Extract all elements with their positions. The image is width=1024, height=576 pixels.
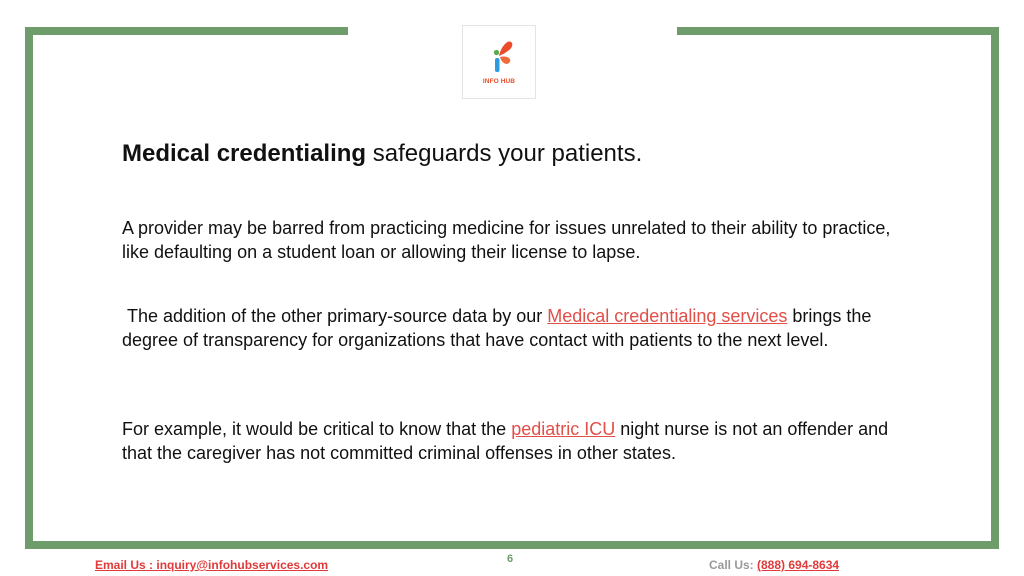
paragraph-1: A provider may be barred from practicing medicine for issues unrelated to their ability to practice, like defaulting on a student loan or allowing their license to lapse. xyxy=(122,218,891,262)
logo-text: INFO HUB xyxy=(482,78,516,85)
frame-right xyxy=(991,27,999,549)
heading-bold: Medical credentialing xyxy=(122,140,367,167)
frame-top-right xyxy=(677,27,999,35)
heading-rest: safeguards your patients. xyxy=(366,140,643,167)
paragraph-3-text-start: For example, it would be critical to know that the xyxy=(122,419,512,439)
logo-mark-icon xyxy=(463,26,535,98)
phone-link[interactable]: (888) 694-8634 xyxy=(757,558,840,572)
paragraph-3 xyxy=(122,417,922,465)
info-hub-logo xyxy=(462,25,536,99)
slide-heading xyxy=(122,140,922,168)
pediatric-icu-link[interactable]: pediatric ICU xyxy=(511,419,616,439)
paragraph-2 xyxy=(122,304,922,352)
email-link[interactable]: Email Us : inquiry@infohubservices.com xyxy=(95,558,329,572)
credentialing-services-link[interactable]: Medical credentialing services xyxy=(547,306,788,326)
call-us-label: Call Us: xyxy=(709,558,758,572)
page-number: 6 xyxy=(507,553,514,565)
frame-bottom xyxy=(25,541,999,549)
frame-left xyxy=(25,27,33,549)
paragraph-3-text-end: night nurse is not an offender and that the caregiver has not committed criminal offenses in other states. xyxy=(122,419,889,463)
paragraph-2-text-start: The addition of the other primary-source data by our xyxy=(122,306,548,326)
call-us xyxy=(709,558,839,572)
frame-top-left xyxy=(25,27,348,35)
paragraph-2-text-end: brings the degree of transparency for organizations that have contact with patients to the next level. xyxy=(122,306,872,350)
